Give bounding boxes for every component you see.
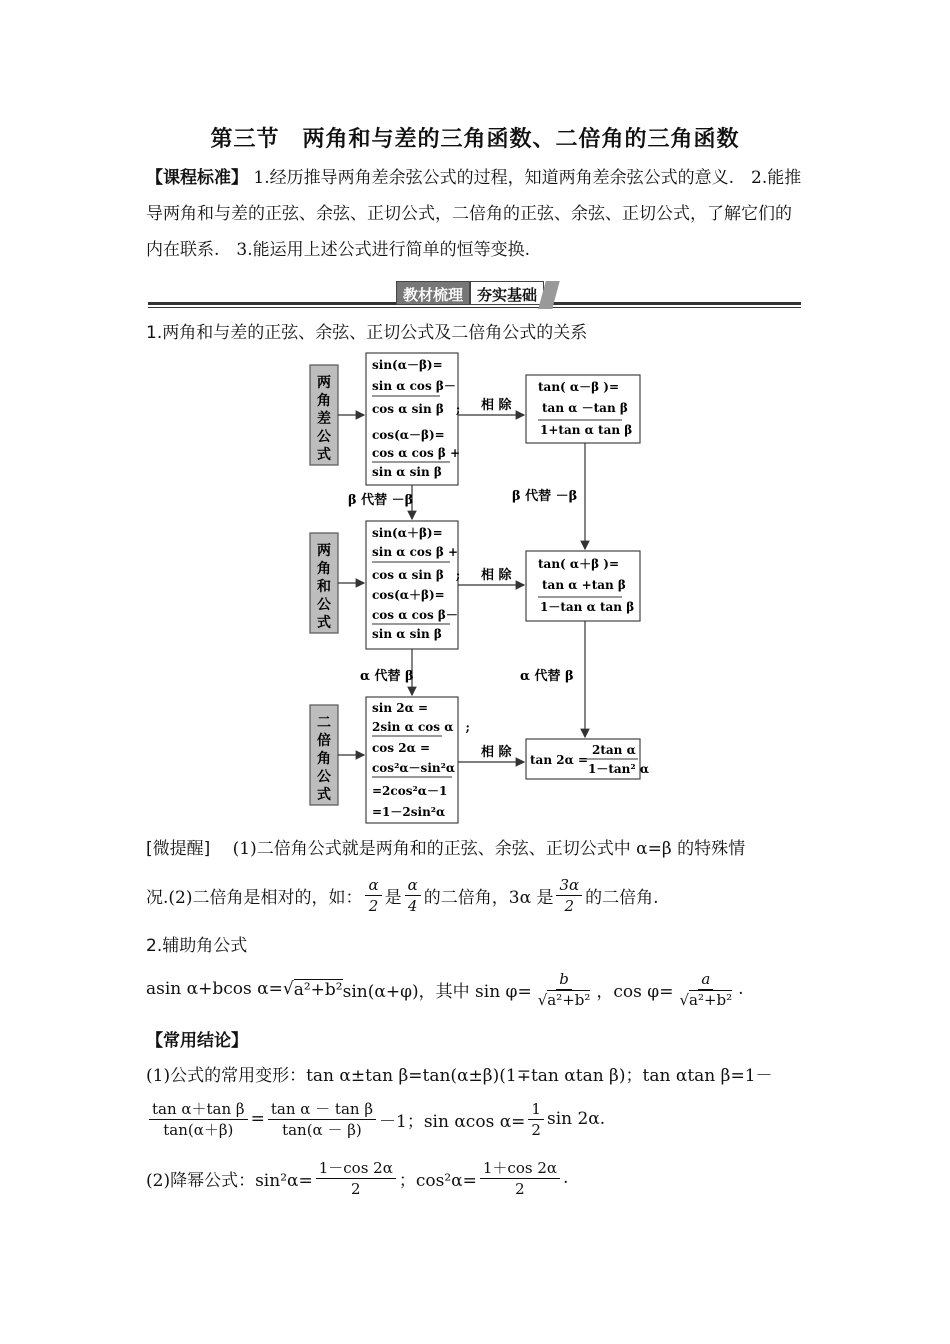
box2-line-2: sin α cos β + [372,545,459,559]
divide-label-1: 相 除 [481,398,512,413]
box2-line-5: cos α cos β－ [372,608,458,622]
tip-text-2: 况.(2)二倍角是相对的，如： [146,887,363,908]
tan2-line-3: 1－tan α tan β [540,600,635,614]
aux-mid2: ，cos φ= [596,981,674,1002]
label-sum-4: 公 [317,597,331,613]
conclusion-2 [146,1153,568,1203]
label-diff-1: 两 [317,375,331,391]
box1-line-4: cos(α－β)= [372,428,445,442]
alpha-sub-label-2: α 代替 β [520,669,574,684]
standard-text: 1.经历推导两角差余弦公式的过程，知道两角差余弦公式的意义. 2.能推导两角和与差的正弦、余弦、正切公式，二倍角的正弦、余弦、正切公式，了解它们的内在联系. 3.能运用上述公式进行简单的恒等变换. [146,168,802,260]
beta-sub-label-1: β 代替 －β [348,493,414,508]
box1-line-1: sin(α－β)= [372,358,443,372]
box2-line-1: sin(α＋β)= [372,526,443,540]
tan3-num: 2tan α [592,743,636,757]
label-diff-4: 公 [317,429,331,445]
tip-line-1 [146,836,806,862]
tip-mid-1: 是 [384,887,402,908]
box3-line-1: sin 2α = [372,701,429,715]
label-sum-1: 两 [317,543,331,559]
aux-end: . [738,979,744,999]
section-banner [396,281,556,305]
standard-tag: 【课程标准】 [146,168,248,188]
label-diff-2: 角 [317,393,331,409]
aux-angle-formula [146,964,744,1014]
tip-text-1: (1)二倍角公式就是两角和的正弦、余弦、正切公式中 α=β 的特殊情 [232,839,746,859]
box2-line-3: cos α sin β ; [372,568,461,582]
box3-line-3: cos 2α = [372,741,431,755]
box2-line-6: sin α sin β [372,627,442,641]
box1-line-6: sin α sin β [372,465,442,479]
fraction-half: $\frac{1}{2}$ [528,1099,544,1140]
section-heading-2: 2.辅助角公式 [146,936,248,956]
aux-mid: sin(α+φ)，其中 sin φ= [342,981,532,1002]
c1-post: －1；sin αcos α= [379,1111,526,1132]
label-diff-5: 式 [317,447,331,463]
banner-right: 夯实基础 [470,281,544,305]
fraction-cos-phi: $\frac{a}{\text{√a²+b²}}$ [679,969,733,1009]
label-double-3: 角 [317,751,331,767]
conclusion-1-line-1 [146,1061,773,1086]
section-heading-3: 【常用结论】 [146,1031,248,1051]
tan1-line-1: tan( α－β )= [538,380,620,394]
c1-pre: (1)公式的常用变形：tan α±tan β=tan(α±β)(1∓tan αtan β)；tan αtan β=1－ [146,1066,773,1086]
box3-line-2: 2sin α cos α ; [372,720,470,734]
box1-line-3: cos α sin β ; [372,402,461,416]
tip-line-2 [146,872,659,918]
label-double-1: 二 [317,715,331,731]
fraction-cos-sq: $\frac{1+\cos 2\alpha}{2}$ [480,1158,560,1199]
fraction-sin-sq: $\frac{1-\cos 2\alpha}{2}$ [316,1158,396,1199]
formula-relationship-diagram [300,345,660,830]
fraction-3alpha-2: $\frac{3\alpha}{2}$ [556,875,582,916]
tip-mid-2: 的二倍角，3α 是 [423,887,554,908]
page-title: 第三节 两角和与差的三角函数、二倍角的三角函数 [210,127,740,152]
c2-mid: ；cos²α= [398,1170,477,1191]
c1-eq: = [250,1109,265,1129]
label-double-2: 倍 [317,733,331,749]
c2-pre: (2)降幂公式：sin²α= [146,1170,313,1191]
tan2-line-2: tan α +tan β [542,578,626,592]
sqrt-sign: √ [282,979,294,999]
c1-end: sin 2α. [546,1109,606,1129]
fraction-sin-phi: $\frac{b}{\text{√a²+b²}}$ [537,969,591,1009]
label-double-5: 式 [317,787,331,803]
aux-pre: asin α+bcos α= [146,979,283,999]
course-standard [146,160,806,268]
divide-label-2: 相 除 [481,568,512,583]
tan1-line-2: tan α －tan β [542,401,628,415]
fraction-tan-sum: $\frac{\text{tan α＋tan β}}{\tan(\alpha+\beta)}$ [149,1099,248,1140]
fraction-tan-diff: $\frac{\text{tan α － tan β}}{\tan(\alpha - \beta)}$ [268,1099,376,1140]
c2-end: . [563,1168,569,1188]
divide-label-3: 相 除 [481,745,512,760]
tan3-den: 1－tan² α [588,762,650,776]
section-heading-1: 1.两角和与差的正弦、余弦、正切公式及二倍角公式的关系 [146,323,588,343]
label-sum-5: 式 [317,615,331,631]
label-sum-2: 角 [317,561,331,577]
tan1-line-3: 1+tan α tan β [540,423,633,437]
box3-line-6: =1－2sin²α [372,805,446,819]
label-diff-3: 差 [317,411,331,427]
aux-sqrt: a²+b² [293,979,343,1000]
tip-tag: [微提醒] [146,839,211,859]
label-sum-3: 和 [317,579,331,595]
box1-line-2: sin α cos β－ [372,379,456,393]
beta-sub-label-2: β 代替 －β [512,489,578,504]
box3-line-4: cos²α－sin²α [372,761,456,775]
alpha-sub-label-1: α 代替 β [360,669,414,684]
tan3-lhs: tan 2α = [530,753,589,767]
box3-line-5: =2cos²α－1 [372,784,448,798]
tip-end: 的二倍角. [585,887,659,908]
conclusion-1-line-2 [146,1094,605,1144]
label-double-4: 公 [317,769,331,785]
banner-left: 教材梳理 [396,281,470,305]
box1-line-5: cos α cos β + [372,446,461,460]
box2-line-4: cos(α＋β)= [372,588,445,602]
fraction-alpha-4: $\frac{\alpha}{4}$ [405,875,421,916]
fraction-alpha-2: $\frac{\alpha}{2}$ [365,875,381,916]
section-divider-thin [148,307,801,308]
tan2-line-1: tan( α＋β )= [538,557,620,571]
